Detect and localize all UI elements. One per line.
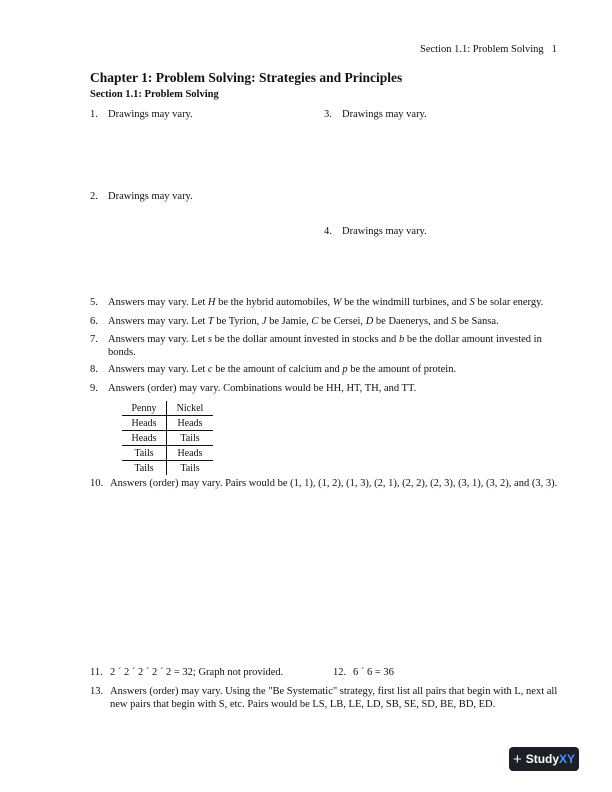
item-number: 13. xyxy=(90,686,104,697)
item-text: Drawings may vary. xyxy=(108,109,193,120)
table-cell: Heads xyxy=(122,416,167,431)
item-number: 9. xyxy=(90,383,98,394)
page-number: 1 xyxy=(551,44,557,55)
item-text: Answers may vary. Let T be Tyrion, J be Jamie, C be Cersei, D be Daenerys, and S be Sansa. xyxy=(108,316,499,327)
logo-text: Study xyxy=(525,752,560,766)
item-number: 6. xyxy=(90,316,98,327)
item-text: 2 ´ 2 ´ 2 ´ 2 ´ 2 = 32; Graph not provided. xyxy=(110,667,284,678)
logo-accent: XY xyxy=(559,752,576,766)
running-header xyxy=(420,44,557,55)
studyxy-logo[interactable] xyxy=(509,747,579,771)
item-number: 11. xyxy=(90,667,103,678)
item-text: Answers may vary. Let H be the hybrid automobiles, W be the windmill turbines, and S be solar energy. xyxy=(108,297,544,308)
item-number: 1. xyxy=(90,109,98,120)
item-number: 8. xyxy=(90,364,98,375)
table-cell: Heads xyxy=(122,431,167,446)
chapter-title: Chapter 1: Problem Solving: Strategies and Principles xyxy=(90,70,403,85)
item-text: Drawings may vary. xyxy=(342,226,427,237)
plus-icon: + xyxy=(512,750,522,768)
table-row xyxy=(122,416,213,431)
table-cell: Tails xyxy=(167,431,214,446)
table-cell: Heads xyxy=(167,416,214,431)
section-title: Section 1.1: Problem Solving xyxy=(90,89,219,100)
item-text: Answers may vary. Let c be the amount of calcium and p be the amount of protein. xyxy=(108,364,457,375)
item-number: 4. xyxy=(324,226,332,237)
item-text: Answers (order) may vary. Pairs would be (1, 1), (1, 2), (1, 3), (2, 1), (2, 2), (2, 3), (3, 1), (3, 2), and (3, 3). xyxy=(110,478,558,489)
item-text: 6 ´ 6 = 36 xyxy=(353,667,394,678)
item-number: 7. xyxy=(90,334,98,345)
coin-table xyxy=(122,401,213,475)
table-header-row xyxy=(122,401,213,416)
table-row xyxy=(122,446,213,461)
item-number: 10. xyxy=(90,478,104,489)
item-number: 2. xyxy=(90,191,98,202)
item-text: Drawings may vary. xyxy=(342,109,427,120)
table-row xyxy=(122,431,213,446)
table-row xyxy=(122,461,213,476)
table-cell: Tails xyxy=(122,446,167,461)
header-section: Section 1.1: Problem Solving xyxy=(420,44,544,55)
table-cell: Tails xyxy=(122,461,167,476)
item-text: Answers (order) may vary. Using the "Be Systematic" strategy, first list all pairs that begin with L, next all new pairs that begin with S, etc. Pairs would be LS, LB, LE, LD, SB, SE, SD, BE, BD, ED. xyxy=(110,686,558,710)
table-cell: Tails xyxy=(180,462,200,474)
item-number: 3. xyxy=(324,109,332,120)
item-text: Drawings may vary. xyxy=(108,191,193,202)
column-header-nickel: Nickel xyxy=(167,401,214,416)
table-cell: Heads xyxy=(167,446,214,461)
column-header-penny: Penny xyxy=(122,401,167,416)
item-text: Answers may vary. Let s be the dollar amount invested in stocks and b be the dollar amount invested in bonds. xyxy=(108,334,542,358)
item-text: Answers (order) may vary. Combinations would be HH, HT, TH, and TT. xyxy=(108,383,417,394)
item-number: 5. xyxy=(90,297,98,308)
item-number: 12. xyxy=(333,667,347,678)
